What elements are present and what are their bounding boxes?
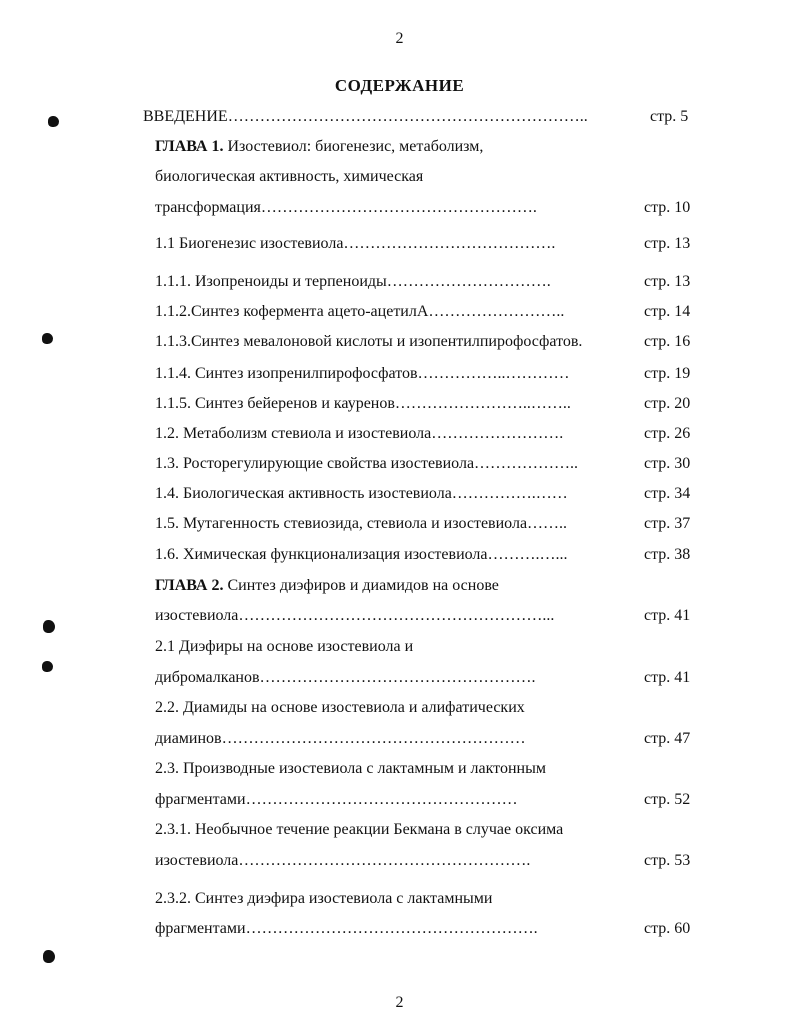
toc-entry-text: 2.3.1. Необычное течение реакции Бекмана в случае оксима (155, 821, 564, 838)
scan-speck (42, 333, 53, 344)
toc-entry-text: 1.1.1. Изопреноиды и терпеноиды…………………………. (155, 273, 551, 290)
toc-entry-text: Изостевиол: биогенезис, метаболизм, (223, 138, 484, 155)
toc-entry (0, 728, 799, 750)
toc-entry (0, 483, 799, 505)
toc-entry-page: стр. 34 (644, 485, 691, 502)
toc-entry-text: биологическая активность, химическая (155, 168, 424, 185)
scan-speck (42, 661, 53, 672)
toc-entry-page: стр. 10 (644, 199, 691, 216)
toc-entry-text: трансформация……………………………………………. (155, 199, 537, 216)
toc-entry-text: фрагментами…………………………………………… (155, 791, 518, 808)
toc-entry (0, 544, 799, 566)
toc-entry-chapter-2 (0, 575, 799, 597)
toc-entry-page: стр. 19 (644, 365, 691, 382)
toc-entry (0, 697, 799, 719)
toc-entry-page: стр. 13 (644, 235, 691, 252)
toc-entry-text: 1.1.5. Синтез бейеренов и кауренов……………………..…….. (155, 395, 571, 412)
toc-entry (0, 271, 799, 293)
toc-entry (0, 850, 799, 872)
toc-entry-chapter-1 (0, 136, 799, 158)
toc-entry (0, 233, 799, 255)
toc-entry-page: стр. 41 (644, 669, 691, 686)
toc-entry-text: ВВЕДЕНИЕ………………………………………………………….. (143, 108, 588, 125)
toc-entry-chapter-1-cont (0, 166, 799, 188)
toc-entry (0, 363, 799, 385)
toc-entry-page: стр. 14 (644, 303, 691, 320)
toc-entry-page: стр. 60 (644, 920, 691, 937)
toc-entry-page: стр. 53 (644, 852, 691, 869)
toc-entry-page: стр. 30 (644, 455, 691, 472)
toc-entry-page: стр. 41 (644, 607, 691, 624)
toc-entry-page: стр. 13 (644, 273, 691, 290)
toc-entry-text: 1.1.2.Синтез кофермента ацето-ацетилА…………………….. (155, 303, 565, 320)
toc-entry-text: 1.6. Химическая функционализация изостевиола……….…... (155, 546, 568, 563)
toc-entry-page: стр. 38 (644, 546, 691, 563)
toc-entry (0, 393, 799, 415)
toc-entry-text: 2.1 Диэфиры на основе изостевиола и (155, 638, 414, 655)
toc-entry (0, 819, 799, 841)
toc-entry-introduction (0, 106, 799, 128)
toc-entry-text: Синтез диэфиров и диамидов на основе (223, 577, 499, 594)
toc-entry-page: стр. 16 (644, 333, 691, 350)
page-title: СОДЕРЖАНИЕ (334, 76, 465, 95)
toc-entry-text: 2.3. Производные изостевиола с лактамным и лактонным (155, 760, 546, 777)
scan-speck (43, 950, 55, 963)
toc-entry (0, 301, 799, 323)
toc-entry-chapter-1-end (0, 197, 799, 219)
toc-entry-text: 2.3.2. Синтез диэфира изостевиола с лактамными (155, 890, 493, 907)
toc-entry-text: 1.5. Мутагенность стевиозида, стевиола и изостевиола…….. (155, 515, 568, 532)
page-number-top: 2 (395, 30, 404, 47)
toc-entry (0, 423, 799, 445)
toc-entry-text: 1.1.3.Синтез мевалоновой кислоты и изопентилпирофосфатов. (155, 333, 583, 350)
toc-entry (0, 918, 799, 940)
toc-entry-text: диаминов………………………………………………… (155, 730, 526, 747)
toc-entry-page: стр. 5 (650, 108, 689, 125)
toc-entry-page: стр. 26 (644, 425, 691, 442)
toc-entry (0, 888, 799, 910)
toc-entry-page: стр. 37 (644, 515, 691, 532)
toc-entry (0, 513, 799, 535)
toc-entry-text: 1.3. Росторегулирующие свойства изостевиола……………….. (155, 455, 579, 472)
toc-entry-text: 1.1 Биогенезис изостевиола…………………………………. (155, 235, 556, 252)
toc-entry-text: дибромалканов……………………………………………. (155, 669, 536, 686)
toc-entry-text: 1.1.4. Синтез изопренилпирофосфатов……………..………… (155, 365, 570, 382)
toc-entry (0, 667, 799, 689)
toc-entry (0, 758, 799, 780)
toc-entry-text: 1.2. Метаболизм стевиола и изостевиола……………………. (155, 425, 564, 442)
chapter-1-label: ГЛАВА 1. (155, 138, 224, 155)
toc-entry-page: стр. 47 (644, 730, 691, 747)
chapter-2-label: ГЛАВА 2. (155, 577, 224, 594)
toc-entry-text: изостевиола…………………………………………………... (155, 607, 555, 624)
toc-entry-chapter-2-end (0, 605, 799, 627)
scan-speck (48, 116, 59, 127)
toc-entry (0, 789, 799, 811)
toc-entry-text: изостевиола………………………………………………. (155, 852, 531, 869)
page-number-bottom: 2 (395, 994, 404, 1011)
scan-speck (43, 620, 55, 633)
toc-entry-page: стр. 20 (644, 395, 691, 412)
toc-entry (0, 453, 799, 475)
toc-entry (0, 331, 799, 353)
toc-entry-page: стр. 52 (644, 791, 691, 808)
toc-entry (0, 636, 799, 658)
toc-entry-text: 2.2. Диамиды на основе изостевиола и алифатических (155, 699, 525, 716)
toc-entry-text: фрагментами………………………………………………. (155, 920, 538, 937)
toc-entry-text: 1.4. Биологическая активность изостевиола…………….…… (155, 485, 568, 502)
